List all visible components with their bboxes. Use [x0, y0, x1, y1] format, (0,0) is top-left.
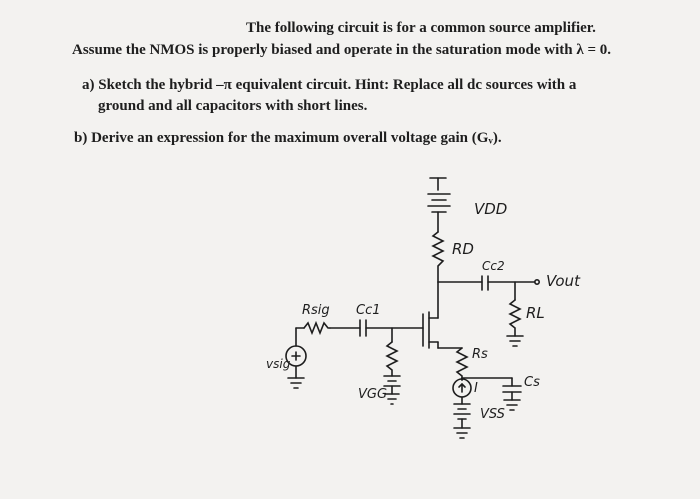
rl-resistor — [510, 300, 520, 336]
cc1-capacitor — [360, 320, 366, 336]
rd-resistor — [433, 232, 443, 282]
rd-label: RD — [452, 240, 474, 258]
vgg-label: VGG — [358, 387, 388, 402]
vdd-supply-symbol — [428, 178, 450, 232]
cs-capacitor — [503, 386, 521, 392]
rsig-resistor — [304, 323, 330, 333]
bias-resistor — [387, 342, 397, 376]
rl-ground-icon — [507, 336, 523, 346]
cs-label: Cs — [524, 375, 540, 390]
part-b-question: b) Derive an expression for the maximum overall voltage gain (Gᵥ). — [74, 130, 502, 146]
current-source-label: I — [474, 381, 478, 396]
problem-intro-line: The following circuit is for a common source amplifier. — [246, 20, 596, 36]
rsig-label: Rsig — [302, 303, 330, 318]
nmos-transistor — [423, 312, 438, 348]
vout-label: Vout — [546, 272, 580, 290]
rs-resistor — [457, 348, 467, 380]
rs-label: Rs — [472, 347, 488, 362]
cc2-capacitor — [482, 276, 488, 290]
vsig-label: vsig — [266, 357, 291, 371]
cc2-label: Cc2 — [482, 259, 505, 273]
vdd-label: VDD — [474, 200, 508, 218]
part-a-line-2: ground and all capacitors with short lines. — [98, 98, 368, 114]
vsig-ground-icon — [288, 378, 304, 388]
vss-battery-icon — [454, 404, 470, 438]
vout-terminal — [535, 280, 539, 284]
cs-ground-icon — [504, 400, 520, 410]
rl-label: RL — [526, 304, 545, 322]
cc1-label: Cc1 — [356, 303, 381, 318]
problem-assumption-line: Assume the NMOS is properly biased and operate in the saturation mode with λ = 0. — [72, 42, 611, 58]
part-a-line-1: a) Sketch the hybrid –π equivalent circuit. Hint: Replace all dc sources with a — [82, 77, 577, 93]
vss-label: VSS — [480, 407, 505, 422]
